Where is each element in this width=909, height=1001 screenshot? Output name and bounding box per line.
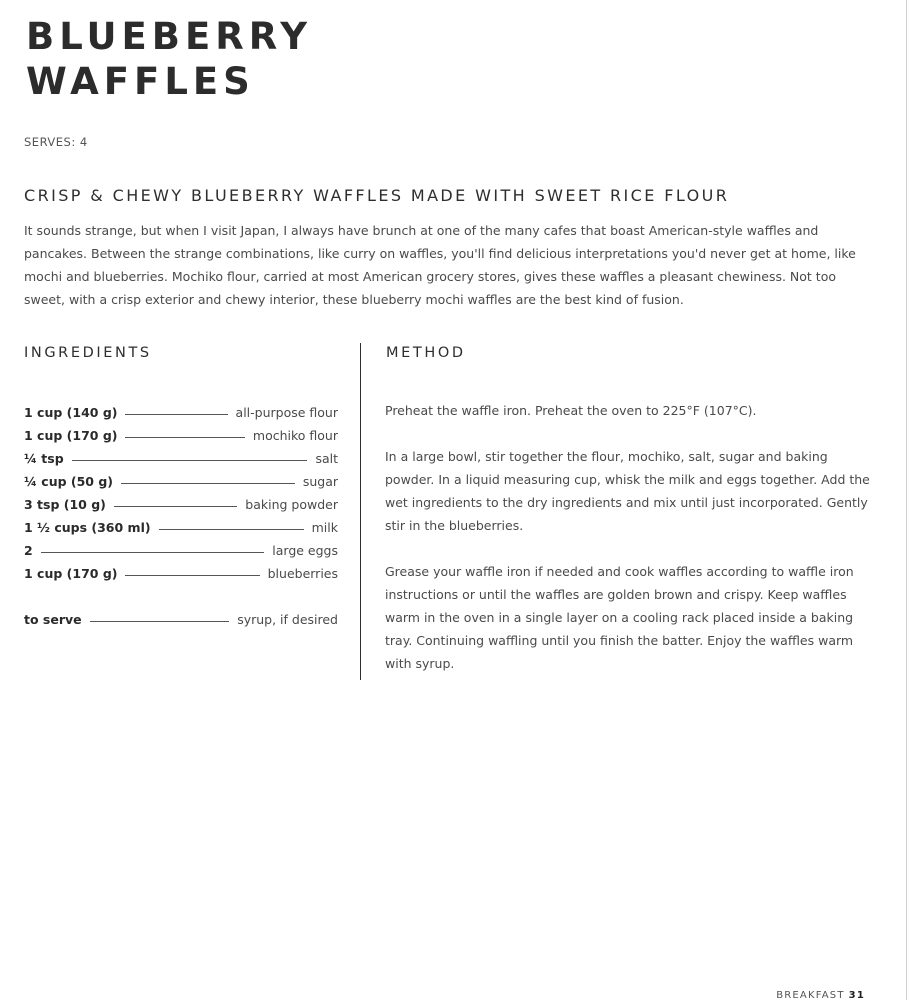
recipe-subtitle: CRISP & CHEWY BLUEBERRY WAFFLES MADE WITH SWEET RICE FLOUR: [24, 186, 730, 205]
page-edge: [906, 0, 907, 1000]
ingredient-name: milk: [311, 520, 338, 535]
ingredient-row: [24, 561, 338, 581]
ingredients-heading: INGREDIENTS: [24, 345, 152, 361]
recipe-intro: It sounds strange, but when I visit Japan, I always have brunch at one of the many cafes that boast American-style waffles and pancakes. Between the strange combinations, like curry on waffles, you'll find delicious interpretations you'd never get at home, like mochi and blueberries. Mochiko flour, carried at most American grocery stores, gives these waffles a pleasant chewiness. Not too sweet, with a crisp exterior and chewy interior, these blueberry mochi waffles are the best kind of fusion.: [24, 223, 856, 307]
leader-line: [41, 552, 265, 553]
page-number: 31: [848, 990, 865, 1001]
page-footer: [776, 990, 865, 1001]
leader-line: [125, 575, 259, 576]
ingredient-amount: 1 ½ cups (360 ml): [24, 520, 151, 535]
leader-line: [121, 483, 295, 484]
ingredient-name: salt: [315, 451, 338, 466]
ingredient-amount: 1 cup (170 g): [24, 428, 118, 443]
leader-line: [114, 506, 237, 507]
ingredient-name: mochiko flour: [252, 428, 338, 443]
ingredient-name: blueberries: [267, 566, 338, 581]
method-step: In a large bowl, stir together the flour, mochiko, salt, sugar and baking powder. In a liquid measuring cup, whisk the milk and eggs together. Add the wet ingredients to the dry ingredients and mix until just incorporated. Gently stir in the blueberries.: [385, 449, 870, 533]
leader-line: [90, 621, 230, 622]
leader-line: [125, 414, 227, 415]
ingredient-row: [24, 469, 338, 489]
recipe-title-line-1: BLUEBERRY: [26, 15, 313, 58]
recipe-title-line-2: WAFFLES: [26, 60, 255, 103]
ingredient-row: [24, 538, 338, 558]
ingredient-name: syrup, if desired: [237, 612, 338, 627]
ingredient-name: all-purpose flour: [235, 405, 338, 420]
method-step: Grease your waffle iron if needed and cook waffles according to waffle iron instructions or until the waffles are golden brown and crispy. Keep waffles warm in the oven in a single layer on a cooling rack placed inside a baking tray. Continuing waffling until you finish the batter. Enjoy the waffles warm with syrup.: [385, 564, 854, 671]
ingredient-row: [24, 423, 338, 443]
ingredient-amount: ¼ cup (50 g): [24, 474, 114, 489]
ingredient-amount: 1 cup (140 g): [24, 405, 118, 420]
footer-section: BREAKFAST: [776, 990, 845, 1001]
ingredient-row: [24, 492, 338, 512]
ingredient-row: [24, 607, 338, 627]
column-divider: [360, 343, 361, 680]
ingredient-row: [24, 515, 338, 535]
ingredient-name: baking powder: [245, 497, 338, 512]
ingredient-amount: ¼ tsp: [24, 451, 64, 466]
leader-line: [72, 460, 308, 461]
ingredient-amount: 3 tsp (10 g): [24, 497, 106, 512]
ingredient-name: large eggs: [272, 543, 338, 558]
ingredient-amount: 2: [24, 543, 33, 558]
serves-label: SERVES: 4: [24, 135, 88, 149]
method-step: Preheat the waffle iron. Preheat the oven to 225°F (107°C).: [385, 403, 757, 418]
ingredient-name: sugar: [302, 474, 338, 489]
recipe-title: [26, 14, 312, 104]
ingredient-row: [24, 446, 338, 466]
method-heading: METHOD: [386, 345, 466, 361]
ingredient-amount: 1 cup (170 g): [24, 566, 118, 581]
ingredient-amount: to serve: [24, 612, 82, 627]
leader-line: [159, 529, 304, 530]
leader-line: [125, 437, 244, 438]
ingredient-row: [24, 400, 338, 420]
